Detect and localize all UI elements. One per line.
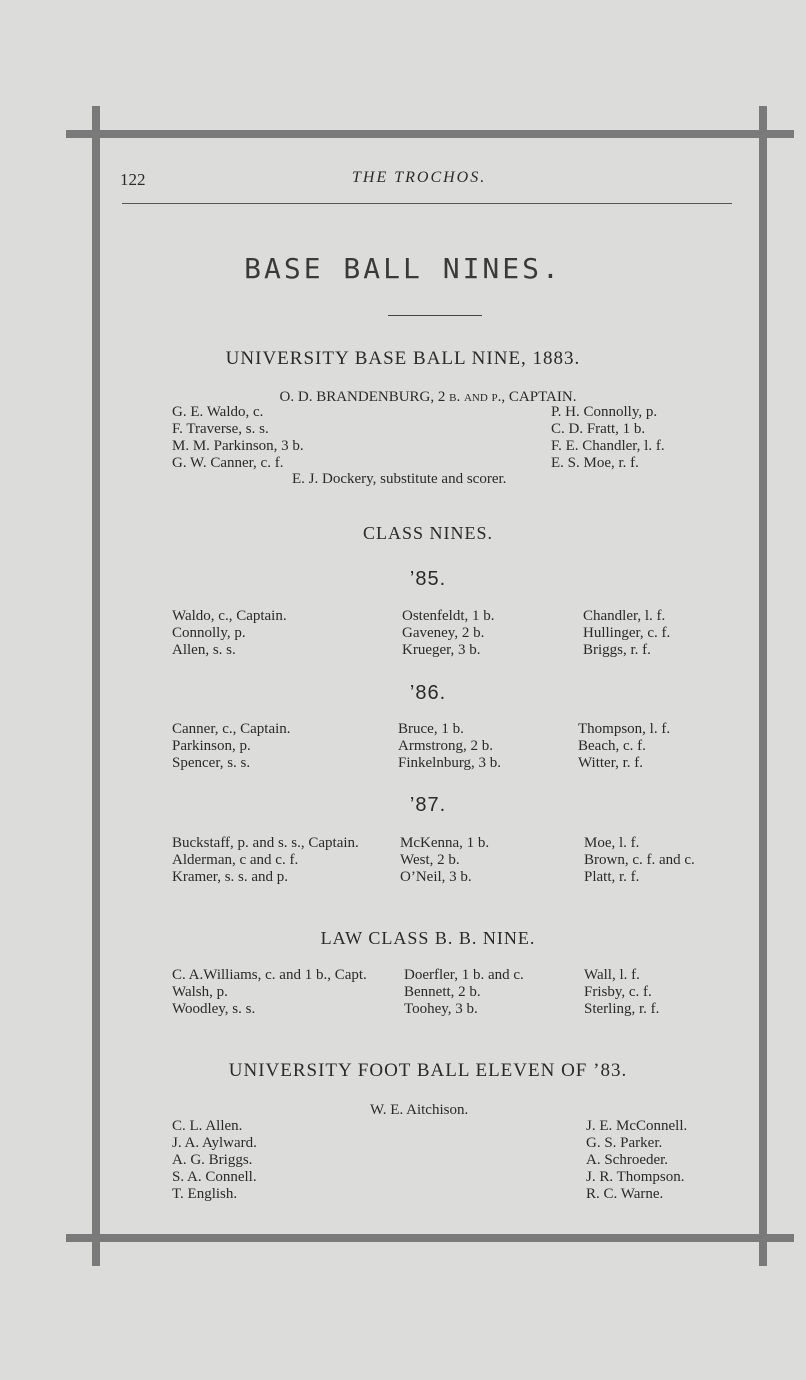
foot-ball-right-column: [586, 1118, 687, 1203]
foot-ball-left-column: [172, 1118, 257, 1203]
player-entry: Alderman, c and c. f.: [172, 852, 299, 868]
player-entry: E. S. Moe, r. f.: [551, 455, 639, 471]
university-nine-left-column: [172, 404, 304, 472]
player-entry: A. Schroeder.: [586, 1152, 669, 1168]
class-87-label: ’87.: [409, 794, 447, 816]
player-entry: West, 2 b.: [400, 852, 460, 868]
player-entry: C. A.Williams, c. and 1 b., Capt.: [172, 967, 367, 983]
foot-ball-center-entry: W. E. Aitchison.: [370, 1102, 469, 1118]
player-entry: Witter, r. f.: [578, 755, 644, 771]
player-entry: Buckstaff, p. and s. s., Captain.: [172, 835, 359, 851]
player-entry: Bruce, 1 b.: [398, 721, 464, 737]
class-nines-heading: CLASS NINES.: [362, 523, 494, 543]
player-entry: P. H. Connolly, p.: [551, 404, 658, 420]
player-entry: Canner, c., Captain.: [172, 721, 291, 737]
player-entry: O’Neil, 3 b.: [400, 869, 472, 885]
class-85-col1: [172, 608, 287, 659]
class-87-col3: [584, 835, 695, 886]
university-nine-substitute-line: E. J. Dockery, substitute and scorer.: [292, 471, 507, 487]
class-86-col1: [172, 721, 291, 772]
running-title: THE TROCHOS.: [352, 169, 487, 186]
law-nine-col3: [584, 967, 659, 1018]
university-nine-captain-line: O. D. BRANDENBURG, 2 b. and p., CAPTAIN.: [279, 389, 577, 405]
class-86-label: ’86.: [409, 682, 447, 704]
class-85-col3: [583, 608, 670, 659]
header-underline: [122, 203, 732, 204]
player-entry: Frisby, c. f.: [584, 984, 652, 1000]
player-entry: Parkinson, p.: [172, 738, 251, 754]
class-87-col2: [400, 835, 489, 886]
player-entry: Walsh, p.: [172, 984, 228, 1000]
player-entry: Allen, s. s.: [172, 642, 236, 658]
player-entry: Waldo, c., Captain.: [172, 608, 287, 624]
player-entry: T. English.: [172, 1186, 238, 1202]
class-86-col3: [578, 721, 670, 772]
player-entry: Toohey, 3 b.: [404, 1001, 478, 1017]
player-entry: F. E. Chandler, l. f.: [551, 438, 665, 454]
player-entry: Wall, l. f.: [584, 967, 640, 983]
player-entry: Beach, c. f.: [578, 738, 646, 754]
player-entry: Gaveney, 2 b.: [402, 625, 485, 641]
player-entry: G. S. Parker.: [586, 1135, 663, 1151]
player-entry: Chandler, l. f.: [583, 608, 666, 624]
class-87-col1: [172, 835, 359, 886]
player-entry: Platt, r. f.: [584, 869, 640, 885]
class-85-col2: [402, 608, 494, 659]
player-entry: Spencer, s. s.: [172, 755, 251, 771]
player-entry: J. A. Aylward.: [172, 1135, 257, 1151]
law-nine-col1: [172, 967, 367, 1018]
player-entry: Thompson, l. f.: [578, 721, 671, 737]
university-nine-right-column: [551, 404, 665, 472]
player-entry: F. Traverse, s. s.: [172, 421, 269, 437]
player-entry: J. E. McConnell.: [586, 1118, 688, 1134]
law-nine-heading: LAW CLASS B. B. NINE.: [320, 928, 536, 948]
title-divider: [388, 315, 482, 316]
player-entry: Krueger, 3 b.: [402, 642, 481, 658]
class-86-col2: [398, 721, 501, 772]
player-entry: Brown, c. f. and c.: [584, 852, 695, 868]
player-entry: A. G. Briggs.: [172, 1152, 253, 1168]
player-entry: Moe, l. f.: [584, 835, 640, 851]
law-nine-col2: [404, 967, 524, 1018]
player-entry: Woodley, s. s.: [172, 1001, 256, 1017]
player-entry: G. E. Waldo, c.: [172, 404, 264, 420]
player-entry: Connolly, p.: [172, 625, 246, 641]
frame-bottom-rule: [66, 1234, 794, 1242]
player-entry: C. D. Fratt, 1 b.: [551, 421, 646, 437]
player-entry: Finkelnburg, 3 b.: [398, 755, 502, 771]
page-title: BASE BALL NINES.: [244, 252, 562, 285]
page-number: 122: [120, 170, 146, 189]
player-entry: S. A. Connell.: [172, 1169, 257, 1185]
player-entry: Doerfler, 1 b. and c.: [404, 967, 524, 983]
player-entry: G. W. Canner, c. f.: [172, 455, 284, 471]
frame-top-rule: [66, 130, 794, 138]
player-entry: R. C. Warne.: [586, 1186, 664, 1202]
player-entry: Briggs, r. f.: [583, 642, 651, 658]
player-entry: Ostenfeldt, 1 b.: [402, 608, 495, 624]
university-nine-heading: UNIVERSITY BASE BALL NINE, 1883.: [225, 348, 581, 369]
player-entry: Hullinger, c. f.: [583, 625, 671, 641]
player-entry: C. L. Allen.: [172, 1118, 243, 1134]
player-entry: M. M. Parkinson, 3 b.: [172, 438, 304, 454]
player-entry: Bennett, 2 b.: [404, 984, 481, 1000]
player-entry: Sterling, r. f.: [584, 1001, 660, 1017]
player-entry: J. R. Thompson.: [586, 1169, 685, 1185]
foot-ball-heading: UNIVERSITY FOOT BALL ELEVEN OF ’83.: [228, 1060, 628, 1081]
player-entry: Armstrong, 2 b.: [398, 738, 493, 754]
player-entry: McKenna, 1 b.: [400, 835, 490, 851]
class-85-label: ’85.: [409, 568, 447, 590]
player-entry: Kramer, s. s. and p.: [172, 869, 289, 885]
